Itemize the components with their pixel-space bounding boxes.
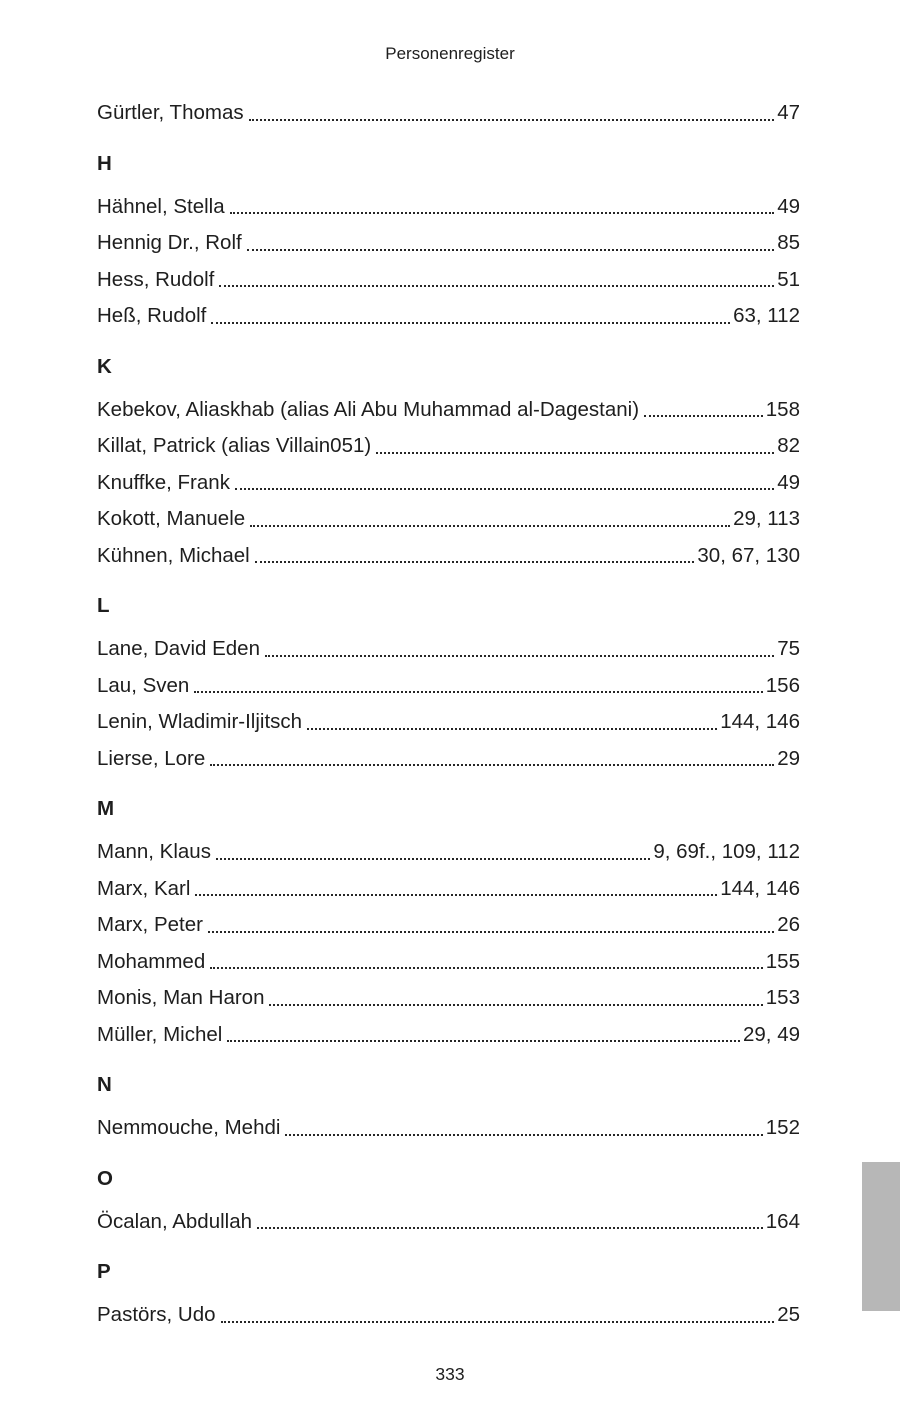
index-entry (97, 262, 800, 299)
entry-pages: 9, 69f., 109, 112 (653, 840, 800, 863)
page-title: Personenregister (385, 44, 515, 63)
section-letter: K (97, 354, 112, 378)
dot-leader (208, 931, 774, 933)
entry-pages: 155 (765, 949, 800, 973)
dot-leader (210, 967, 763, 969)
index-section (97, 588, 800, 777)
section-entries (97, 392, 800, 575)
entry-name: Knuffke, Frank (97, 470, 230, 494)
entry-pages: 63, 112 (733, 304, 800, 327)
index-entry (97, 1297, 800, 1334)
index-entry (97, 907, 800, 944)
dot-leader (285, 1134, 762, 1136)
dot-leader (210, 764, 774, 766)
section-letter: L (97, 594, 110, 617)
index-entry (97, 704, 800, 741)
index-entry (97, 298, 800, 335)
index-entry (97, 944, 800, 981)
section-entries (97, 1204, 800, 1241)
dot-leader (211, 322, 730, 324)
entry-pages: 152 (765, 1116, 800, 1139)
entry-pages: 47 (777, 101, 800, 124)
entry-name: Nemmouche, Mehdi (97, 1116, 281, 1139)
index-entry (97, 741, 800, 778)
entry-pages: 29, 49 (743, 1022, 800, 1046)
dot-leader (265, 655, 774, 657)
index-section (97, 791, 800, 1053)
entry-pages: 51 (777, 267, 800, 291)
entry-pages: 49 (777, 194, 800, 218)
entry-name: Kokott, Manuele (97, 507, 246, 530)
section-entries (97, 631, 800, 777)
entry-pages: 75 (777, 637, 800, 660)
dot-leader (257, 1227, 763, 1229)
entry-name: Mann, Klaus (97, 840, 211, 863)
entry-name: Monis, Man Haron (97, 986, 265, 1009)
section-letter: N (97, 1073, 112, 1096)
section-entries (97, 189, 800, 335)
index-entry (97, 834, 800, 871)
index-entry (97, 95, 800, 132)
section-letter: P (97, 1260, 111, 1283)
dot-leader (219, 285, 774, 287)
dot-leader (269, 1004, 762, 1006)
entry-pages: 25 (777, 1303, 800, 1326)
index-section (97, 146, 800, 335)
dot-leader (255, 561, 695, 563)
entry-name: Kebekov, Aliaskhab (alias Ali Abu Muhammad al-Dagestani) (97, 397, 640, 421)
entry-pages: 82 (777, 434, 800, 457)
section-entries (97, 834, 800, 1053)
entry-name: Gürtler, Thomas (97, 101, 244, 124)
index-entry (97, 1017, 800, 1054)
entry-name: Killat, Patrick (alias Villain051) (97, 434, 372, 457)
page-header (0, 0, 900, 64)
section-entries (97, 1297, 800, 1334)
entry-name: Kühnen, Michael (97, 543, 250, 567)
entry-pages: 164 (765, 1209, 800, 1233)
index-section (97, 1254, 800, 1334)
dot-leader (247, 249, 774, 251)
dot-leader (227, 1040, 740, 1042)
index-entry (97, 189, 800, 226)
entry-pages: 158 (765, 397, 800, 421)
entry-name: Lau, Sven (97, 673, 190, 697)
entry-pages: 29 (777, 746, 800, 770)
index-entry (97, 1110, 800, 1147)
entry-pages: 29, 113 (733, 507, 800, 530)
dot-leader (235, 488, 774, 490)
section-entries (97, 95, 800, 132)
index-entry (97, 871, 800, 908)
entry-name: Lenin, Wladimir-Iljitsch (97, 710, 303, 733)
dot-leader (221, 1321, 775, 1323)
index-entry (97, 501, 800, 538)
index-entry (97, 392, 800, 429)
entry-pages: 144, 146 (720, 876, 800, 900)
entry-name: Marx, Karl (97, 876, 191, 900)
dot-leader (249, 119, 775, 121)
index-section (97, 1161, 800, 1241)
entry-name: Hähnel, Stella (97, 194, 225, 218)
index-section (97, 95, 800, 132)
thumb-index-tab (862, 1162, 900, 1311)
entry-name: Hennig Dr., Rolf (97, 231, 242, 254)
entry-name: Lane, David Eden (97, 637, 260, 660)
index-entry (97, 631, 800, 668)
entry-pages: 85 (777, 231, 800, 254)
dot-leader (216, 858, 650, 860)
entry-name: Öcalan, Abdullah (97, 1209, 253, 1233)
entry-name: Hess, Rudolf (97, 267, 215, 291)
dot-leader (250, 525, 730, 527)
index-entry (97, 1204, 800, 1241)
section-letter: M (97, 797, 115, 820)
index-entry (97, 465, 800, 502)
entry-pages: 156 (765, 673, 800, 697)
dot-leader (376, 452, 774, 454)
page-number: 333 (435, 1364, 465, 1384)
entry-pages: 153 (765, 986, 800, 1009)
entry-pages: 49 (777, 470, 800, 494)
entry-pages: 26 (777, 913, 800, 936)
index-section (97, 1067, 800, 1147)
dot-leader (194, 691, 762, 693)
entry-name: Heß, Rudolf (97, 304, 207, 327)
entry-name: Pastörs, Udo (97, 1303, 216, 1326)
entry-name: Marx, Peter (97, 913, 203, 936)
index-entry (97, 668, 800, 705)
dot-leader (644, 415, 763, 417)
section-letter: H (97, 151, 112, 175)
entry-pages: 30, 67, 130 (697, 543, 800, 567)
section-letter: O (97, 1166, 113, 1190)
index-section (97, 349, 800, 575)
entry-name: Mohammed (97, 949, 206, 973)
entry-name: Müller, Michel (97, 1022, 223, 1046)
index-list (97, 95, 800, 1334)
section-entries (97, 1110, 800, 1147)
dot-leader (230, 212, 775, 214)
dot-leader (195, 894, 717, 896)
page-footer (0, 1364, 900, 1384)
index-entry (97, 538, 800, 575)
index-entry (97, 428, 800, 465)
dot-leader (307, 728, 717, 730)
index-entry (97, 980, 800, 1017)
index-entry (97, 225, 800, 262)
entry-name: Lierse, Lore (97, 746, 206, 770)
entry-pages: 144, 146 (720, 710, 800, 733)
